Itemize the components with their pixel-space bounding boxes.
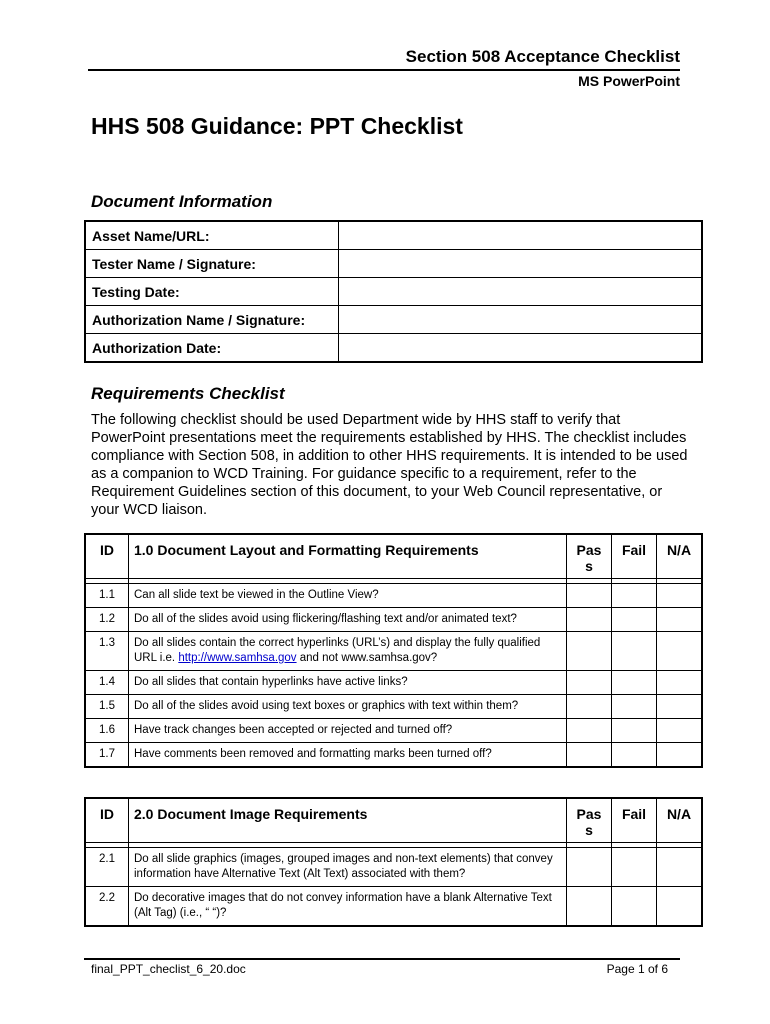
info-label: Asset Name/URL: (85, 221, 339, 250)
row-id: 1.4 (85, 671, 129, 695)
info-row-testing-date (85, 278, 702, 306)
pass-cell[interactable] (567, 743, 612, 768)
na-cell[interactable] (657, 695, 703, 719)
row-text: Do all slide graphics (images, grouped images and non-text elements) that convey information have Alternative Text (Alt Text) associated with them? (129, 848, 567, 887)
pass-cell[interactable] (567, 671, 612, 695)
pass-cell[interactable] (567, 848, 612, 887)
column-header-pass: Pas s (567, 798, 612, 843)
info-value-cell[interactable] (339, 334, 703, 363)
row-id: 1.1 (85, 584, 129, 608)
section1-title: 1.0 Document Layout and Formatting Requirements (129, 534, 567, 579)
footer-rule (84, 958, 680, 960)
pass-cell[interactable] (567, 608, 612, 632)
fail-cell[interactable] (612, 584, 657, 608)
na-cell[interactable] (657, 671, 703, 695)
document-information-table (84, 220, 703, 363)
table-row (85, 887, 702, 927)
row-id: 2.1 (85, 848, 129, 887)
column-header-id: ID (85, 798, 129, 843)
info-row-asset (85, 221, 702, 250)
info-value-cell[interactable] (339, 221, 703, 250)
row-text: Do all of the slides avoid using text boxes or graphics with text within them? (129, 695, 567, 719)
section2-requirements-table (84, 797, 703, 927)
row-text: Do all of the slides avoid using flickering/flashing text and/or animated text? (129, 608, 567, 632)
pass-cell[interactable] (567, 632, 612, 671)
document-information-heading: Document Information (91, 192, 273, 211)
info-value-cell[interactable] (339, 278, 703, 306)
fail-cell[interactable] (612, 848, 657, 887)
fail-cell[interactable] (612, 671, 657, 695)
fail-cell[interactable] (612, 887, 657, 927)
table-row (85, 848, 702, 887)
section2-title: 2.0 Document Image Requirements (129, 798, 567, 843)
row-text: Do all slides that contain hyperlinks have active links? (129, 671, 567, 695)
info-label: Authorization Name / Signature: (85, 306, 339, 334)
row-id: 1.3 (85, 632, 129, 671)
row-text: Do decorative images that do not convey information have a blank Alternative Text (Alt Tag) (i.e., “ “)? (129, 887, 567, 927)
row-id: 1.5 (85, 695, 129, 719)
table-row (85, 671, 702, 695)
column-header-fail: Fail (612, 798, 657, 843)
column-header-fail: Fail (612, 534, 657, 579)
header-rule (88, 69, 680, 71)
fail-cell[interactable] (612, 608, 657, 632)
row-text: Have track changes been accepted or rejected and turned off? (129, 719, 567, 743)
table-row (85, 608, 702, 632)
na-cell[interactable] (657, 848, 703, 887)
pass-cell[interactable] (567, 695, 612, 719)
column-header-na: N/A (657, 534, 703, 579)
column-header-id: ID (85, 534, 129, 579)
row-text-before: Do all slides contain the correct hyperlinks (URL’s) and display the fully qualified URL i.e. (134, 637, 541, 664)
fail-cell[interactable] (612, 695, 657, 719)
table-row (85, 584, 702, 608)
pass-cell[interactable] (567, 887, 612, 927)
na-cell[interactable] (657, 632, 703, 671)
na-cell[interactable] (657, 584, 703, 608)
table-header-row (85, 798, 702, 843)
requirements-checklist-heading: Requirements Checklist (91, 384, 285, 403)
na-cell[interactable] (657, 608, 703, 632)
pass-cell[interactable] (567, 719, 612, 743)
info-row-authorization-date (85, 334, 702, 363)
table-row (85, 719, 702, 743)
row-id: 1.6 (85, 719, 129, 743)
na-cell[interactable] (657, 887, 703, 927)
pass-cell[interactable] (567, 584, 612, 608)
header-title: Section 508 Acceptance Checklist (405, 47, 680, 66)
info-value-cell[interactable] (339, 250, 703, 278)
table-header-row (85, 534, 702, 579)
row-id: 2.2 (85, 887, 129, 927)
fail-cell[interactable] (612, 632, 657, 671)
na-cell[interactable] (657, 743, 703, 768)
table-row (85, 632, 702, 671)
info-label: Testing Date: (85, 278, 339, 306)
fail-cell[interactable] (612, 743, 657, 768)
samhsa-link[interactable]: http://www.samhsa.gov (178, 652, 297, 664)
column-header-na: N/A (657, 798, 703, 843)
section1-requirements-table (84, 533, 703, 768)
document-title: HHS 508 Guidance: PPT Checklist (91, 113, 463, 139)
table-row (85, 743, 702, 768)
fail-cell[interactable] (612, 719, 657, 743)
row-text: Can all slide text be viewed in the Outline View? (129, 584, 567, 608)
info-value-cell[interactable] (339, 306, 703, 334)
header-subtitle: MS PowerPoint (578, 73, 680, 89)
column-header-pass: Pas s (567, 534, 612, 579)
row-id: 1.2 (85, 608, 129, 632)
row-id: 1.7 (85, 743, 129, 768)
footer-filename: final_PPT_checlist_6_20.doc (91, 962, 246, 976)
info-row-tester (85, 250, 702, 278)
table-row (85, 695, 702, 719)
info-label: Tester Name / Signature: (85, 250, 339, 278)
footer-page-number: Page 1 of 6 (606, 962, 668, 976)
requirements-intro-paragraph: The following checklist should be used Department wide by HHS staff to verify that PowerPoint presentations meet the requirements established by HHS. The checklist includes compliance with Section 508, in addition to other HHS requirements. It is intended to be used as a companion to WCD Training. For guidance specific to a requirement, refer to the Requirement Guidelines section of this document, to your Web Council representative, or your WCD liaison. (91, 412, 688, 518)
row-text-after: and not www.samhsa.gov? (296, 652, 438, 664)
row-text: Have comments been removed and formatting marks been turned off? (129, 743, 567, 768)
info-row-authorization-name (85, 306, 702, 334)
row-text (129, 632, 567, 671)
info-label: Authorization Date: (85, 334, 339, 363)
na-cell[interactable] (657, 719, 703, 743)
